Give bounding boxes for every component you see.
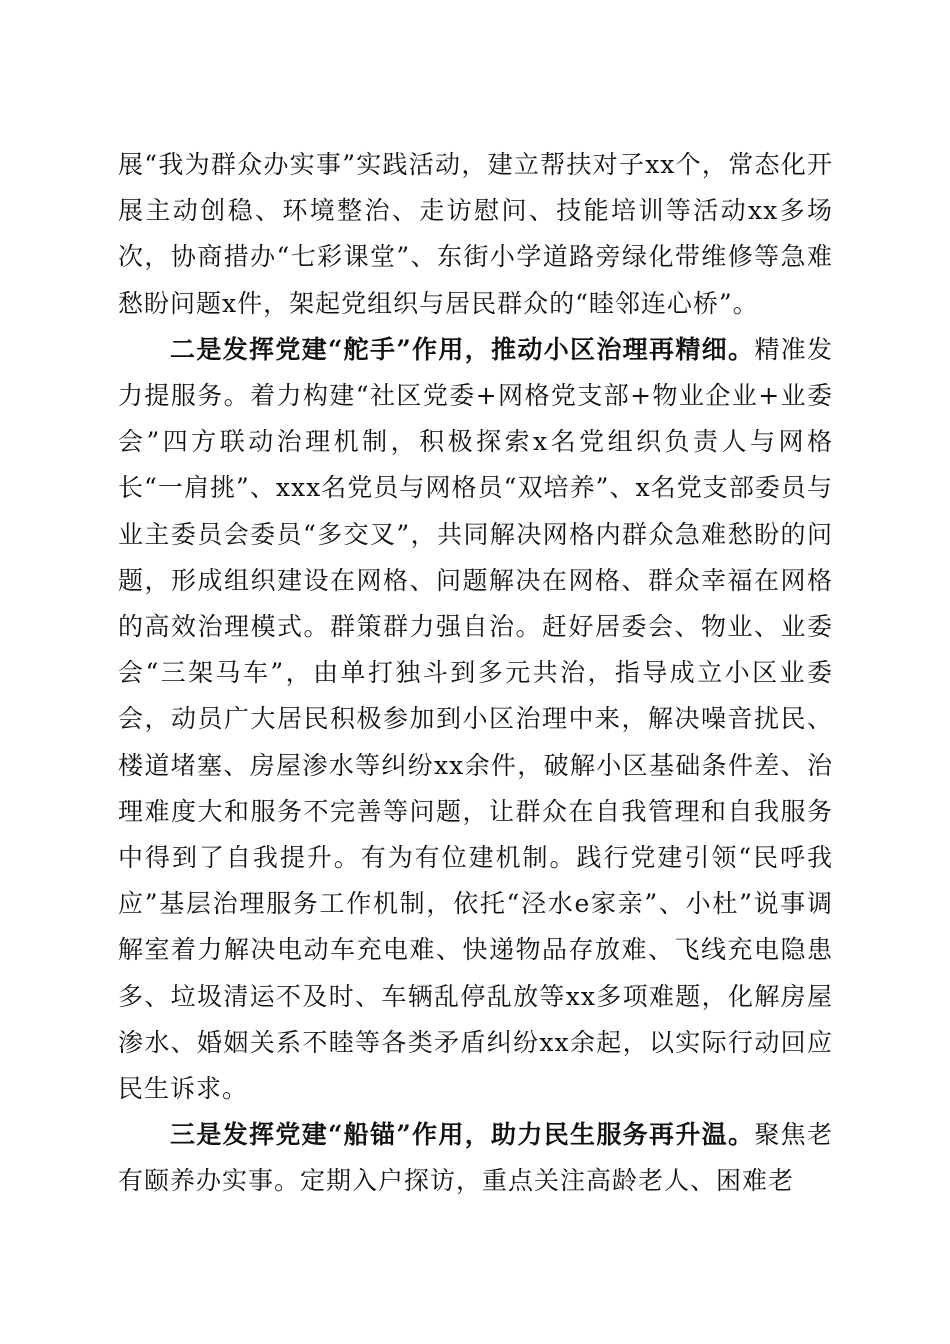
- paragraph-2: [118, 327, 833, 1112]
- paragraph-3-text: 聚焦老有颐养办实事。定期入户探访，重点关注高龄老人、困难老: [118, 1120, 833, 1196]
- paragraph-2-text: 精准发力提服务。着力构建“社区党委+网格党支部+物业企业+业委会”四方联动治理机制，积极探索x名党组织负责人与网格长“一肩挑”、xxx名党员与网格员“双培养”、x名党支部委员与业主委员会委员“多交叉”，共同解决网格内群众急难愁盼的问题，形成组织建设在网格、问题解决在网格、群众幸福在网格的高效治理模式。群策群力强自治。赶好居委会、物业、业委会“三架马车”，由单打独斗到多元共治，指导成立小区业委会，动员广大居民积极参加到小区治理中来，解决噪音扰民、楼道堵塞、房屋渗水等纠纷xx余件，破解小区基础条件差、治理难度大和服务不完善等问题，让群众在自我管理和自我服务中得到了自我提升。有为有位建机制。践行党建引领“民呼我应”基层治理服务工作机制，依托“泾水e家亲”、小杜”说事调解室着力解决电动车充电难、快递物品存放难、飞线充电隐患多、垃圾清运不及时、车辆乱停乱放等xx多项难题，化解房屋渗水、婚姻关系不睦等各类矛盾纠纷xx余起，以实际行动回应民生诉求。: [118, 334, 833, 1104]
- paragraph-1-text: 展“我为群众办实事”实践活动，建立帮扶对子xx个，常态化开展主动创稳、环境整治、走访慰问、技能培训等活动xx多场次，协商措办“七彩课堂”、东街小学道路旁绿化带维修等急难愁盼问题x件，架起党组织与居民群众的“睦邻连心桥”。: [118, 150, 833, 318]
- paragraph-3-heading: 三是发挥党建“船锚”作用，助力民生服务再升温。: [170, 1120, 755, 1150]
- paragraph-1: [118, 142, 833, 327]
- paragraph-3: [118, 1112, 833, 1204]
- paragraph-2-heading: 二是发挥党建“舵手”作用，推动小区治理再精细。: [170, 334, 755, 364]
- document-body: [118, 142, 833, 1205]
